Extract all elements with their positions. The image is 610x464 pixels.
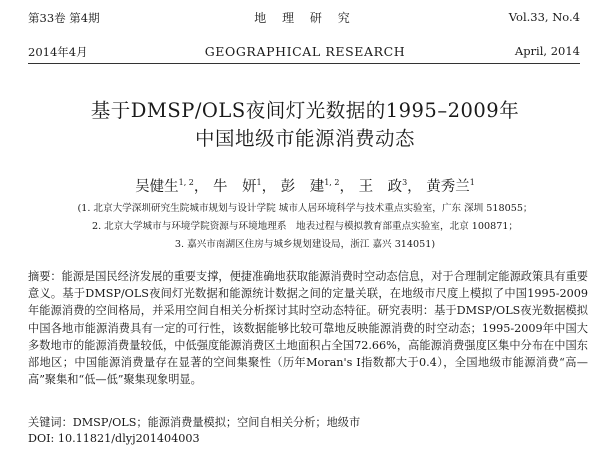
affiliation-2: 2. 北京大学城市与环境学院资源与环境地理系 地表过程与模拟教育部重点实验室，北京 100871； (91, 221, 519, 232)
author-name: 王 政 (358, 179, 403, 195)
abstract-text: 摘要：能源是国民经济发展的重要支撑，便捷准确地获取能源消费时空动态信息，对于合理制定能源政策具有重要意义。基于DMSP/OLS夜间灯光数据和能源统计数据之间的定量关联，在地级市尺度上模拟了中国1995-2009年能源消费的空间格局，并采用空间自相关分析探讨其时空动态特征。研究表明：基于DMSP/OLS夜光数据模拟中国各地市能源消费具有一定的可行性，该数据能够比较可靠地反映能源消费的时空动态；1995-2009年中国大多数地市的能源消费量较低，中低强度能源消费区土地面积占全国72.66%，高能源消费强度区集中分布在中国东部地区；中国能源消费量存在显著的空间集聚性（历年Moran's I指数都大于0.4），全国地级市能源消费“高—高”聚集和“低—低”聚集现象明显。 (28, 270, 588, 387)
author-affiliation-mark: 1 (256, 178, 262, 187)
author-name: 黄秀兰 (426, 179, 470, 195)
header-divider (28, 63, 580, 64)
author-affiliation-mark: 1 (469, 178, 475, 187)
affiliation-3: 3. 嘉兴市南湖区住房与城乡规划建设局，浙江 嘉兴 314051) (174, 239, 436, 250)
author-separator: ， (261, 179, 277, 195)
paper-title-line-2: 中国地级市能源消费动态 (194, 127, 415, 150)
paper-title-line-1: 基于DMSP/OLS夜间灯光数据的1995–2009年 (90, 99, 520, 122)
affiliation-1: (1. 北京大学深圳研究生院城市规划与设计学院 城市人居环境科学与技术重点实验室，广东 深圳 518055； (77, 203, 533, 214)
abstract (28, 268, 588, 388)
author-separator: ， (339, 179, 354, 195)
journal-header (0, 0, 610, 66)
author-name: 牛 妍 (213, 179, 257, 195)
author-separator: ， (407, 179, 422, 195)
author-name: 吴健生 (135, 179, 179, 195)
volume-issue-en: Vol.33, No.4 (508, 10, 580, 24)
author-list (0, 175, 610, 196)
journal-name-cn: 地 理 研 究 (254, 11, 356, 25)
author-affiliation-mark: 3 (402, 178, 408, 187)
journal-name-en: GEOGRAPHICAL RESEARCH (204, 44, 406, 59)
author-affiliation-mark: 1, 2 (178, 178, 194, 187)
keywords: 关键词：DMSP/OLS；能源消费量模拟；空间自相关分析；地级市 (28, 416, 361, 429)
date-cn: 2014年4月 (28, 45, 88, 59)
author-separator: ， (193, 179, 209, 195)
author-affiliation-mark: 1, 2 (324, 178, 340, 187)
author-name: 彭 建 (280, 179, 325, 195)
doi-link[interactable]: DOI: 10.11821/dlyj201404003 (28, 432, 200, 445)
volume-issue-cn: 第33卷 第4期 (28, 11, 100, 25)
date-en: April, 2014 (514, 44, 580, 58)
